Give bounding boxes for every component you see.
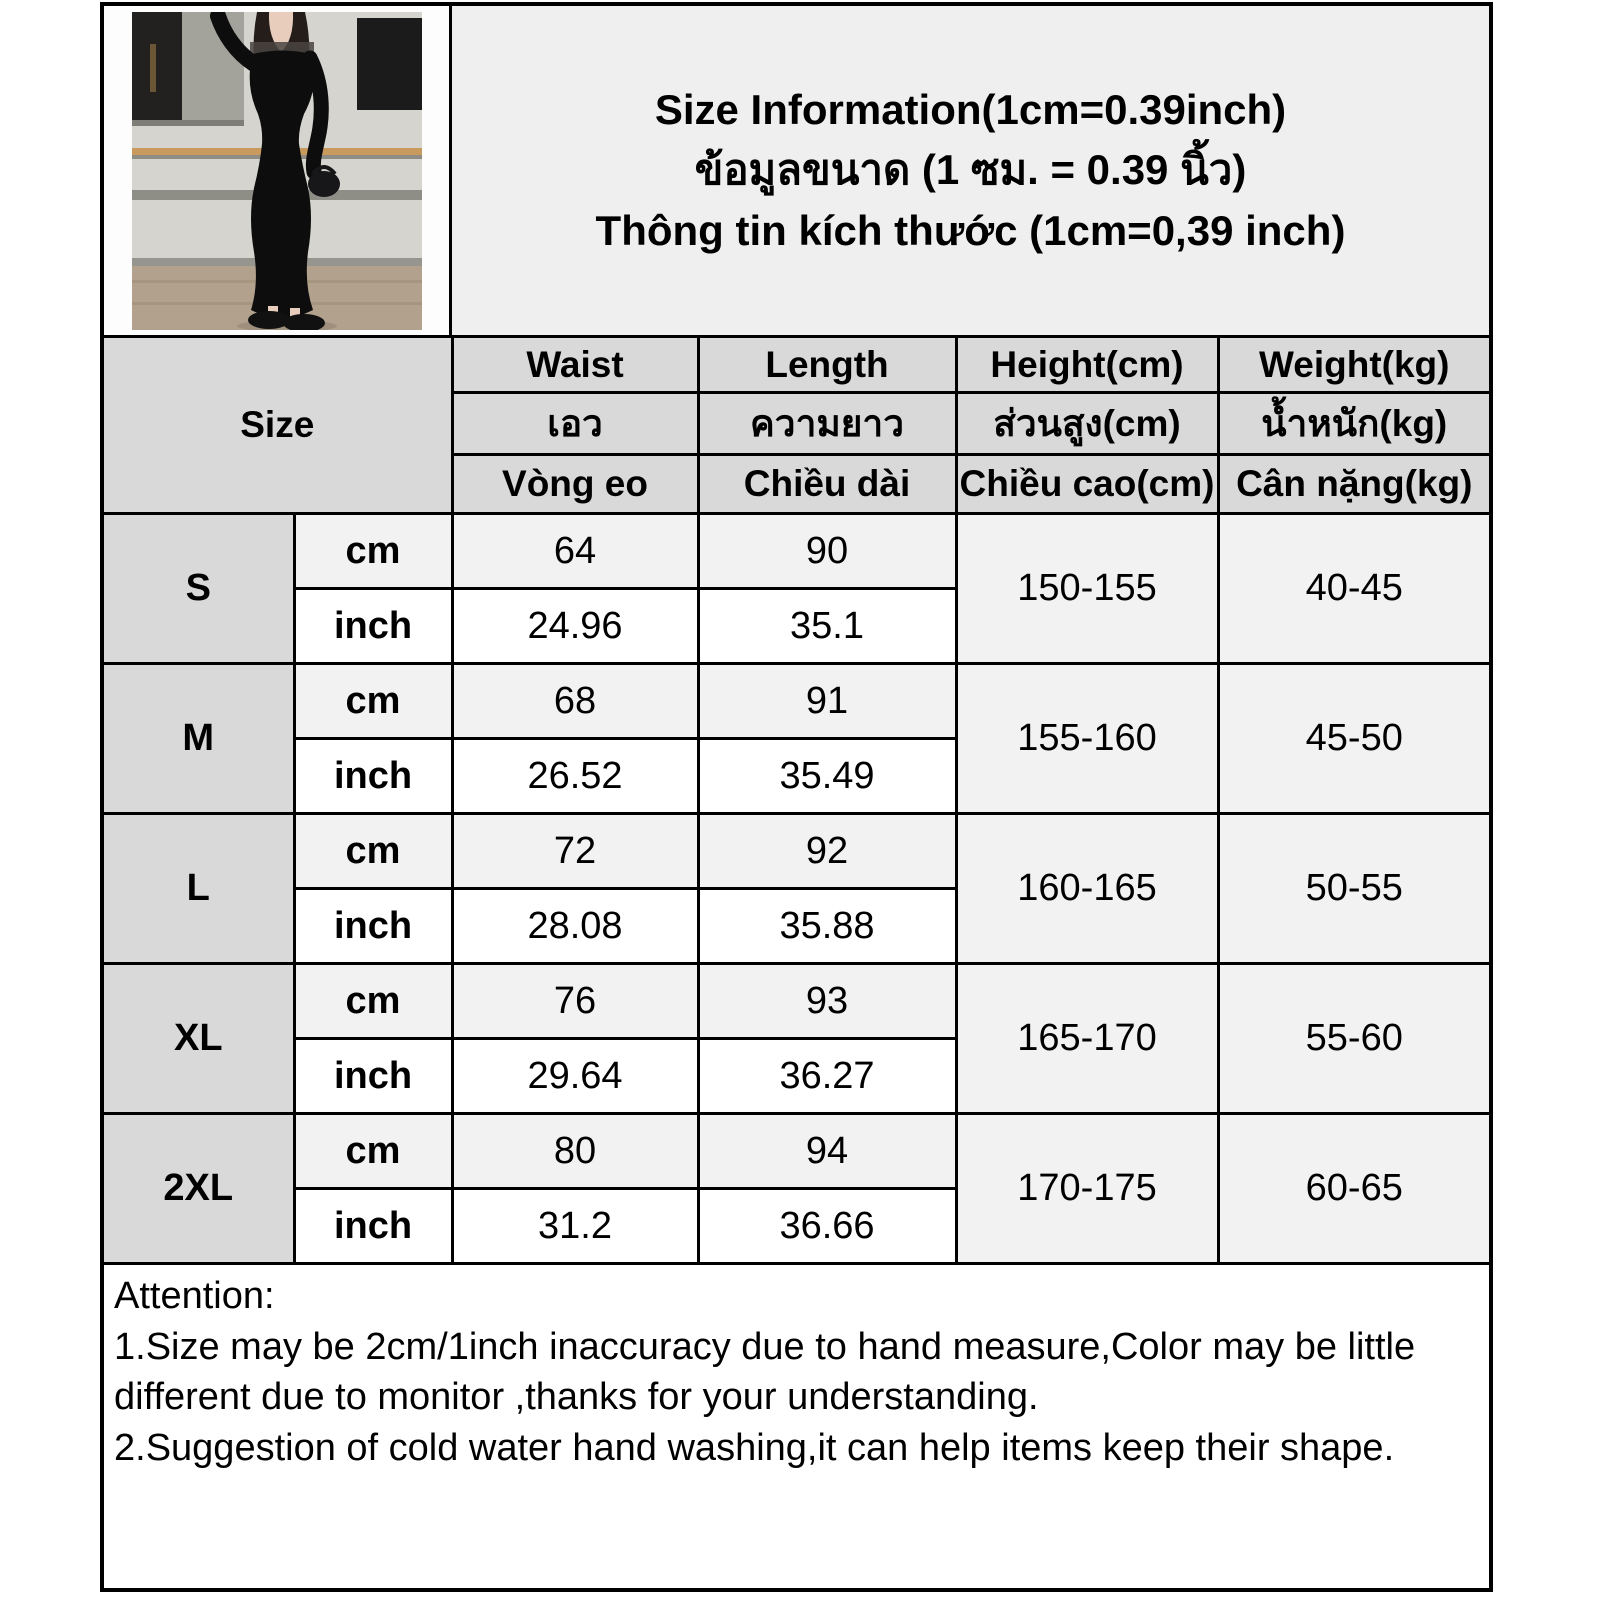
row-s-waist-cm: 64 [452, 514, 698, 589]
row-2xl-length-inch: 36.66 [698, 1189, 956, 1263]
row-2xl-height-range: 170-175 [956, 1114, 1218, 1263]
black-dress [249, 50, 314, 317]
row-m-waist-inch: 26.52 [452, 739, 698, 814]
row-2xl-size-label: 2XL [104, 1114, 294, 1263]
row-l-height-range: 160-165 [956, 814, 1218, 964]
row-xl-waist-cm: 76 [452, 964, 698, 1039]
header-waist-th: เอว [452, 393, 698, 455]
corner-size-label: Size [104, 338, 452, 514]
title-thai: ข้อมูลขนาด (1 ซม. = 0.39 นิ้ว) [694, 146, 1247, 194]
table-row [104, 514, 1489, 589]
wall-panel-left [132, 12, 182, 124]
row-s-unit-inch: inch [294, 589, 452, 664]
wall-panel-mid [182, 12, 244, 120]
header-waist-en: Waist [452, 338, 698, 393]
row-l-weight-range: 50-55 [1218, 814, 1489, 964]
row-s-length-cm: 90 [698, 514, 956, 589]
row-m-height-range: 155-160 [956, 664, 1218, 814]
header-weight-th: น้ำหนัก(kg) [1218, 393, 1489, 455]
header-length-en: Length [698, 338, 956, 393]
table-row [104, 1114, 1489, 1189]
row-m-unit-cm: cm [294, 664, 452, 739]
product-photo-cell [104, 6, 452, 335]
table-row [104, 814, 1489, 889]
header-height-vi: Chiều cao(cm) [956, 455, 1218, 514]
attention-note-1: 1.Size may be 2cm/1inch inaccuracy due to hand measure,Color may be little different due to monitor ,thanks for your understanding. [114, 1325, 1416, 1419]
table-row [104, 664, 1489, 739]
size-table [104, 338, 1489, 1262]
row-xl-length-cm: 93 [698, 964, 956, 1039]
row-xl-height-range: 165-170 [956, 964, 1218, 1114]
attention-note-2: 2.Suggestion of cold water hand washing,it can help items keep their shape. [114, 1426, 1395, 1469]
handbag [308, 171, 340, 197]
attention-heading: Attention: [114, 1275, 275, 1317]
header-weight-vi: Cân nặng(kg) [1218, 455, 1489, 514]
product-photo [132, 12, 422, 330]
row-xl-weight-range: 55-60 [1218, 964, 1489, 1114]
row-m-unit-inch: inch [294, 739, 452, 814]
header-height-th: ส่วนสูง(cm) [956, 393, 1218, 455]
row-l-waist-inch: 28.08 [452, 889, 698, 964]
row-s-size-label: S [104, 514, 294, 664]
title-vietnamese: Thông tin kích thước (1cm=0,39 inch) [595, 206, 1346, 254]
top-section [104, 6, 1489, 338]
row-2xl-waist-cm: 80 [452, 1114, 698, 1189]
header-length-vi: Chiều dài [698, 455, 956, 514]
row-m-length-cm: 91 [698, 664, 956, 739]
header-waist-vi: Vòng eo [452, 455, 698, 514]
row-xl-size-label: XL [104, 964, 294, 1114]
row-s-length-inch: 35.1 [698, 589, 956, 664]
row-l-unit-cm: cm [294, 814, 452, 889]
row-l-length-inch: 35.88 [698, 889, 956, 964]
table-row [104, 964, 1489, 1039]
row-xl-unit-cm: cm [294, 964, 452, 1039]
title-block [452, 6, 1489, 335]
row-xl-waist-inch: 29.64 [452, 1039, 698, 1114]
header-length-th: ความยาว [698, 393, 956, 455]
attention-section [104, 1262, 1489, 1592]
row-s-unit-cm: cm [294, 514, 452, 589]
row-xl-length-inch: 36.27 [698, 1039, 956, 1114]
row-2xl-weight-range: 60-65 [1218, 1114, 1489, 1263]
header-height-en: Height(cm) [956, 338, 1218, 393]
row-m-length-inch: 35.49 [698, 739, 956, 814]
row-2xl-waist-inch: 31.2 [452, 1189, 698, 1263]
row-2xl-length-cm: 94 [698, 1114, 956, 1189]
row-2xl-unit-cm: cm [294, 1114, 452, 1189]
row-s-weight-range: 40-45 [1218, 514, 1489, 664]
row-l-length-cm: 92 [698, 814, 956, 889]
row-m-size-label: M [104, 664, 294, 814]
header-weight-en: Weight(kg) [1218, 338, 1489, 393]
row-l-size-label: L [104, 814, 294, 964]
size-chart-sheet [100, 2, 1493, 1592]
row-2xl-unit-inch: inch [294, 1189, 452, 1263]
row-xl-unit-inch: inch [294, 1039, 452, 1114]
row-l-waist-cm: 72 [452, 814, 698, 889]
row-l-unit-inch: inch [294, 889, 452, 964]
wall-screen-right [357, 18, 422, 110]
row-m-weight-range: 45-50 [1218, 664, 1489, 814]
row-s-waist-inch: 24.96 [452, 589, 698, 664]
title-english: Size Information(1cm=0.39inch) [654, 86, 1287, 134]
row-s-height-range: 150-155 [956, 514, 1218, 664]
sandal-left [248, 311, 290, 329]
row-m-waist-cm: 68 [452, 664, 698, 739]
